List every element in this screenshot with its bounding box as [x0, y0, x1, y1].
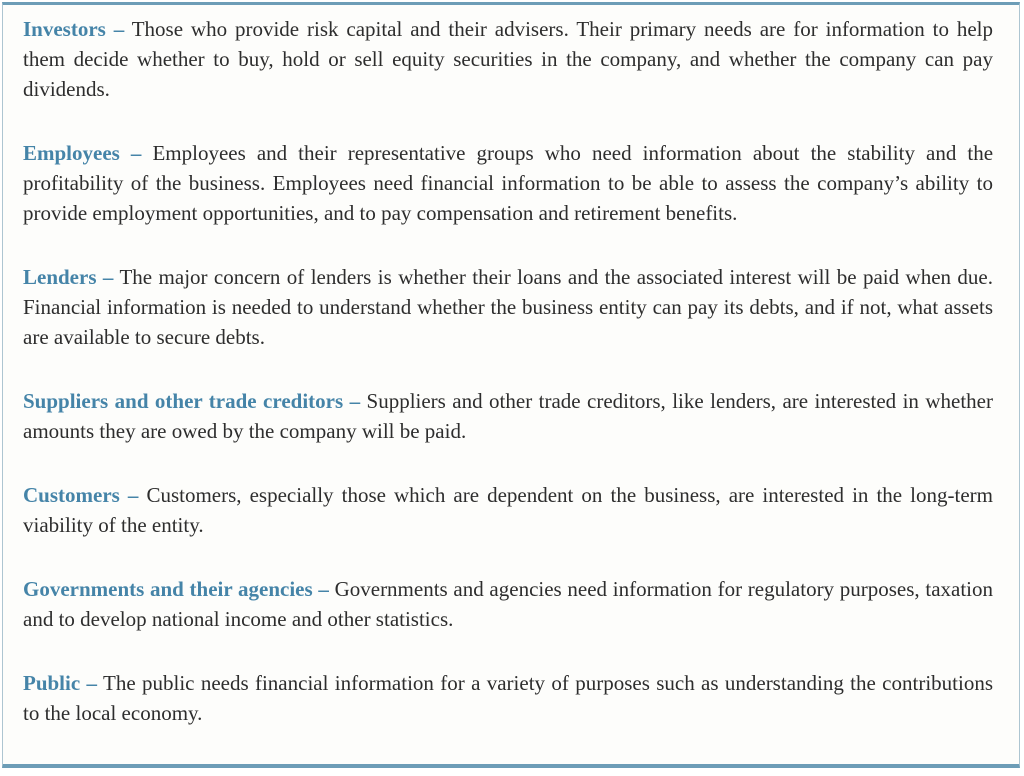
document-frame [2, 2, 1020, 768]
stakeholder-description: Those who provide risk capital and their advisers. Their primary needs are for information to help them decide whether to buy, hold or sell equity securities in the company, and whether the company can pay dividends. [23, 17, 993, 101]
stakeholder-term: Suppliers and other trade creditors [23, 389, 344, 413]
stakeholder-description: The public needs financial information for a variety of purposes such as understanding the contributions to the local economy. [23, 671, 994, 725]
dash-separator: – [130, 141, 142, 165]
dash-separator: – [318, 577, 329, 601]
stakeholder-term: Public [23, 671, 81, 695]
stakeholder-description: The major concern of lenders is whether their loans and the associated interest will be paid when due. Financial information is needed to understand whether the business entity can pay its debts, and if not, what assets are available to secure debts. [23, 265, 994, 349]
dash-separator: – [86, 671, 98, 695]
dash-separator: – [127, 483, 139, 507]
stakeholder-description: Employees and their representative groups who need information about the stability and the profitability of the business. Employees need financial information to be able to assess the company’s ability to provide employment opportunities, and to pay compensation and retirement benefits. [23, 141, 994, 225]
dash-separator: – [349, 389, 361, 413]
stakeholder-list [3, 5, 1019, 728]
stakeholder-description: Governments and agencies need information for regulatory purposes, taxation and to develop national income and other statistics. [23, 577, 994, 631]
stakeholder-term: Investors [23, 17, 106, 41]
stakeholder-paragraph [23, 262, 993, 352]
stakeholder-paragraph [23, 138, 993, 228]
stakeholder-term: Governments and their agencies [23, 577, 313, 601]
stakeholder-description: Customers, especially those which are dependent on the business, are interested in the long-term viability of the entity. [23, 483, 993, 537]
stakeholder-paragraph [23, 574, 993, 634]
stakeholder-paragraph [23, 668, 993, 728]
stakeholder-paragraph [23, 14, 993, 104]
stakeholder-term: Employees [23, 141, 120, 165]
stakeholder-description: Suppliers and other trade creditors, like lenders, are interested in whether amounts they are owed by the company will be paid. [23, 389, 993, 443]
dash-separator: – [113, 17, 125, 41]
stakeholder-term: Customers [23, 483, 120, 507]
stakeholder-paragraph [23, 386, 993, 446]
stakeholder-term: Lenders [23, 265, 97, 289]
stakeholder-paragraph [23, 480, 993, 540]
dash-separator: – [102, 265, 114, 289]
